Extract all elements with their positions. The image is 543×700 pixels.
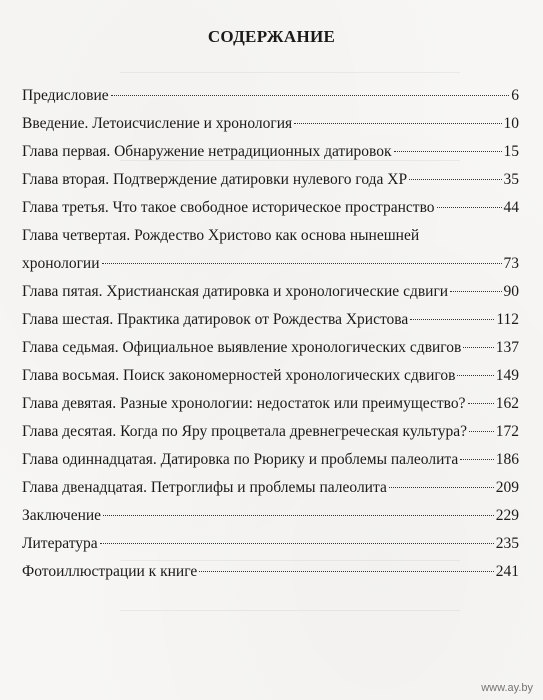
toc-entry-label-continued: хронологии <box>22 255 100 272</box>
toc-dot-leader <box>102 263 502 264</box>
toc-dot-leader <box>450 291 501 292</box>
toc-entry-page: 172 <box>495 423 519 440</box>
toc-entry-label: Фотоиллюстрации к книге <box>22 563 198 580</box>
toc-entry-page: 162 <box>495 395 519 412</box>
toc-entry-label: Введение. Летоисчисление и хронология <box>22 115 293 132</box>
toc-entry-literature <box>22 530 519 558</box>
toc-dot-leader <box>100 543 494 544</box>
toc-entry-page: 90 <box>503 283 519 300</box>
toc-entry-chapter-3 <box>22 194 519 222</box>
toc-entry-page: 15 <box>503 143 519 160</box>
toc-entry-chapter-5 <box>22 278 519 306</box>
toc-entry-label: Глава седьмая. Официальное выявление хронологических сдвигов <box>22 339 462 356</box>
toc-entry-label: Глава четвертая. Рождество Христово как основа нынешней <box>22 227 420 244</box>
toc-entry-chapter-10 <box>22 418 519 446</box>
toc-dot-leader <box>469 431 494 432</box>
toc-dot-leader <box>409 179 501 180</box>
toc-entry-chapter-12 <box>22 474 519 502</box>
toc-dot-leader <box>294 123 501 124</box>
toc-dot-leader <box>199 571 494 572</box>
toc-entry-introduction <box>22 110 519 138</box>
toc-entry-label: Литература <box>22 535 98 552</box>
toc-entry-label: Заключение <box>22 507 102 524</box>
toc-dot-leader <box>468 403 494 404</box>
toc-entry-chapter-6 <box>22 306 519 334</box>
toc-entry-conclusion <box>22 502 519 530</box>
toc-entry-page: 137 <box>495 339 519 356</box>
toc-entry-label: Глава третья. Что такое свободное историческое пространство <box>22 199 435 216</box>
toc-entry-label: Глава девятая. Разные хронологии: недостаток или преимущество? <box>22 395 466 412</box>
toc-entry-chapter-9 <box>22 390 519 418</box>
toc-entry-page: 186 <box>495 451 519 468</box>
toc-dot-leader <box>389 487 494 488</box>
toc-entry-page: 6 <box>511 87 519 104</box>
toc-entry-chapter-11 <box>22 446 519 474</box>
toc-entry-page: 73 <box>503 255 519 272</box>
toc-entry-label: Предисловие <box>22 87 109 104</box>
toc-entry-chapter-4-line-1 <box>22 222 519 250</box>
toc-dot-leader <box>437 207 502 208</box>
toc-dot-leader <box>111 95 510 96</box>
toc-entry-page: 241 <box>495 563 519 580</box>
toc-dot-leader <box>410 319 494 320</box>
toc-entry-label: Глава первая. Обнаружение нетрадиционных датировок <box>22 143 392 160</box>
toc-entry-label: Глава пятая. Христианская датировка и хронологические сдвиги <box>22 283 449 300</box>
toc-dot-leader <box>463 347 493 348</box>
toc-entry-label: Глава восьмая. Поиск закономерностей хронологических сдвигов <box>22 367 456 384</box>
toc-dot-leader <box>394 151 502 152</box>
toc-entry-page: 209 <box>495 479 519 496</box>
toc-entry-photo-illustrations <box>22 558 519 586</box>
toc-entry-chapter-8 <box>22 362 519 390</box>
toc-entry-label: Глава шестая. Практика датировок от Рождества Христова <box>22 311 409 328</box>
show-through-line <box>120 72 460 73</box>
toc-entry-page: 35 <box>503 171 519 188</box>
toc-entry-label: Глава двенадцатая. Петроглифы и проблемы палеолита <box>22 479 387 496</box>
site-watermark: www.ay.by <box>481 682 533 694</box>
toc-dot-leader <box>457 375 493 376</box>
toc-entry-label: Глава вторая. Подтверждение датировки нулевого года ХР <box>22 171 408 188</box>
toc-entry-page: 149 <box>495 367 519 384</box>
table-of-contents <box>22 82 519 586</box>
toc-entry-preface <box>22 82 519 110</box>
toc-entry-page: 229 <box>495 507 519 524</box>
toc-entry-label: Глава десятая. Когда по Яру процветала древнегреческая культура? <box>22 423 467 440</box>
toc-entry-chapter-4-line-2 <box>22 250 519 278</box>
toc-entry-label: Глава одиннадцатая. Датировка по Рюрику и проблемы палеолита <box>22 451 459 468</box>
toc-entry-chapter-7 <box>22 334 519 362</box>
toc-dot-leader <box>103 515 494 516</box>
toc-entry-chapter-2 <box>22 166 519 194</box>
toc-entry-chapter-1 <box>22 138 519 166</box>
toc-entry-page: 44 <box>503 199 519 216</box>
toc-entry-page: 235 <box>495 535 519 552</box>
show-through-line <box>120 610 460 611</box>
toc-dot-leader <box>460 459 494 460</box>
page-title: СОДЕРЖАНИЕ <box>207 27 336 46</box>
toc-entry-page: 112 <box>496 311 519 328</box>
toc-entry-page: 10 <box>503 115 519 132</box>
